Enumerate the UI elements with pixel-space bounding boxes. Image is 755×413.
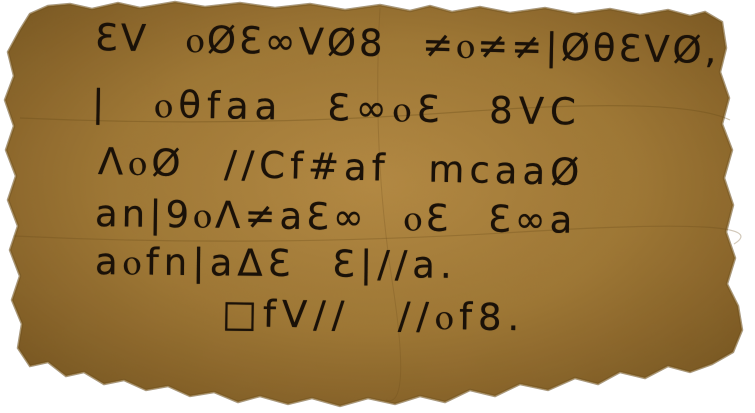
cipher-line: | ⲟθfaa Ɛ∞ⲟƐ 8VC [91,82,583,134]
cipher-line: □fV// //ⲟf8. [221,292,526,340]
cipher-line: aⲟfn|aΔƐ Ɛ|//a. [94,240,457,287]
cipher-line: ΛⲟØ //Cf#af mcaaØ [97,140,585,195]
cipher-line: an|9ⲟΛ≠aƐ∞ ⲟƐ Ɛ∞a [94,192,577,242]
cipher-line: ƐV ⲟØƐ∞VØ8 ≠ⲟ≠≠|ØθƐVØ, [94,16,720,73]
